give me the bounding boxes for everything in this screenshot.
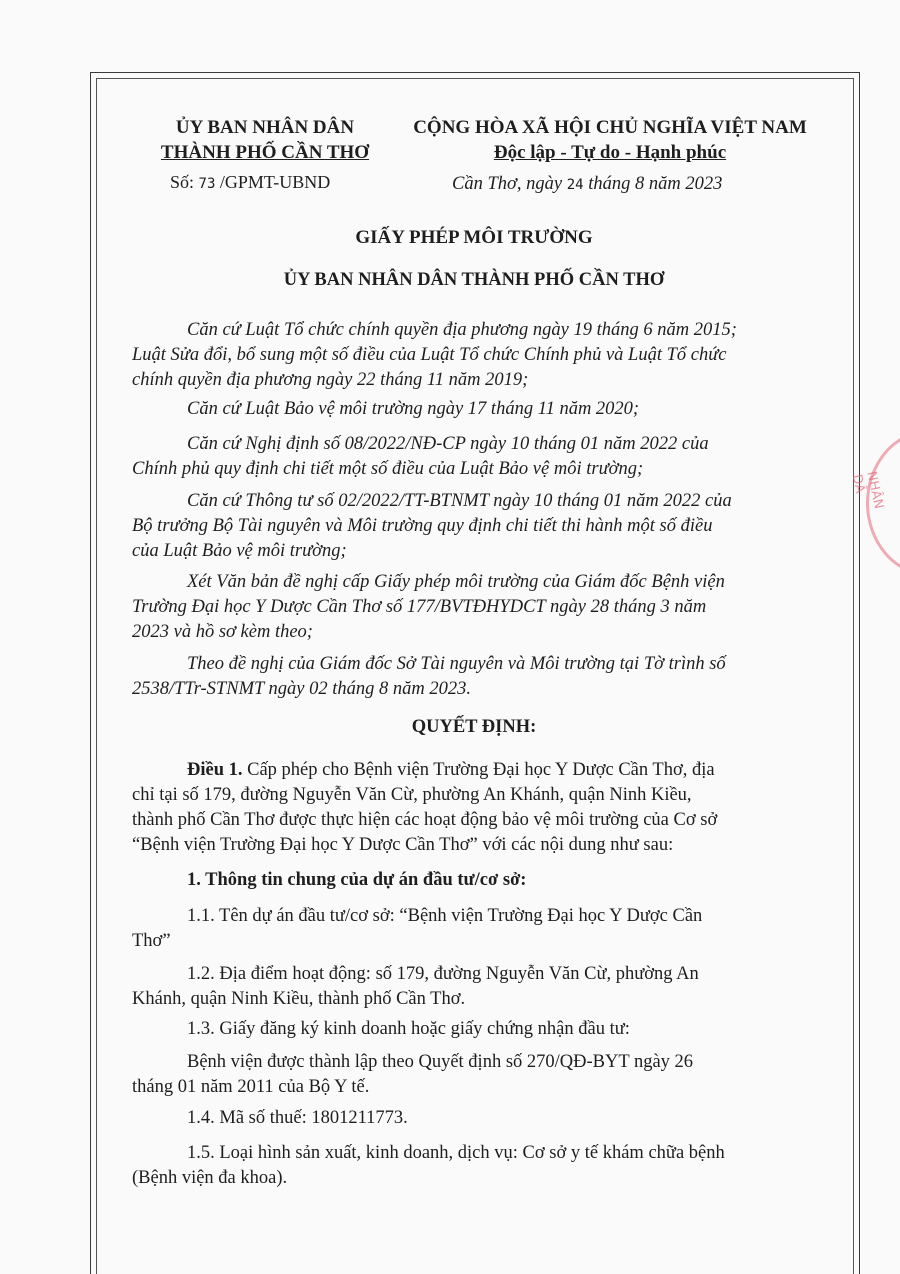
- article-1-line: “Bệnh viện Trường Đại học Y Dược Cần Thơ” với các nội dung như sau:: [132, 835, 674, 855]
- item-line: Bệnh viện được thành lập theo Quyết định số 270/QĐ-BYT ngày 26: [187, 1052, 694, 1072]
- org-name-line1: ỦY BAN NHÂN DÂN: [175, 117, 355, 138]
- country-name: CỘNG HÒA XÃ HỘI CHỦ NGHĨA VIỆT NAM: [413, 117, 807, 138]
- date-day: 24: [566, 177, 584, 193]
- basis-1-line: chính quyền địa phương ngày 22 tháng 11 năm 2019;: [132, 370, 529, 390]
- doc-no-prefix: Số:: [170, 172, 195, 192]
- item-line: (Bệnh viện đa khoa).: [132, 1168, 288, 1188]
- basis-6-line: Theo đề nghị của Giám đốc Sở Tài nguyên và Môi trường tại Tờ trình số: [187, 654, 726, 674]
- issuing-authority: ỦY BAN NHÂN DÂN THÀNH PHỐ CẦN THƠ: [283, 270, 665, 290]
- item-line: tháng 01 năm 2011 của Bộ Y tế.: [132, 1077, 370, 1097]
- item-line: 1.2. Địa điểm hoạt động: số 179, đường Nguyễn Văn Cừ, phường An: [187, 964, 699, 984]
- item-1-5: [132, 1141, 820, 1191]
- item-line: Thơ”: [132, 931, 171, 951]
- article-1-first-line: [132, 758, 820, 783]
- article-1-text: Cấp phép cho Bệnh viện Trường Đại học Y Dược Cần Thơ, địa: [242, 760, 715, 780]
- item-1-4: [132, 1106, 820, 1131]
- article-1-label: Điều 1.: [187, 760, 243, 780]
- item-1-3: [132, 1017, 820, 1042]
- basis-2: [132, 397, 820, 422]
- basis-5-line: 2023 và hồ sơ kèm theo;: [132, 622, 313, 642]
- section-1-heading: [132, 868, 820, 893]
- org-name-line2: THÀNH PHỐ CẦN THƠ: [160, 142, 370, 163]
- doc-no-value: 73: [198, 176, 216, 192]
- date-prefix: Cần Thơ, ngày: [452, 174, 563, 194]
- basis-3-line: Căn cứ Nghị định số 08/2022/NĐ-CP ngày 10 tháng 01 năm 2022 của: [187, 434, 709, 454]
- article-1-line: thành phố Cần Thơ được thực hiện các hoạt động bảo vệ môi trường của Cơ sở: [132, 810, 718, 830]
- basis-1: [132, 318, 820, 393]
- basis-1-line: Luật Sửa đổi, bổ sung một số điều của Luật Tổ chức Chính phủ và Luật Tổ chức: [132, 345, 727, 365]
- item-line: 1.4. Mã số thuế: 1801211773.: [187, 1108, 408, 1128]
- basis-3-line: Chính phủ quy định chi tiết một số điều của Luật Bảo vệ môi trường;: [132, 459, 644, 479]
- national-motto: [395, 142, 825, 164]
- item-line: Khánh, quận Ninh Kiều, thành phố Cần Thơ.: [132, 989, 466, 1009]
- date-suffix: tháng 8 năm 2023: [588, 174, 723, 194]
- document-number: [170, 172, 330, 193]
- basis-4: [132, 489, 820, 564]
- basis-3: [132, 432, 820, 482]
- basis-2-line: Căn cứ Luật Bảo vệ môi trường ngày 17 tháng 11 năm 2020;: [187, 399, 640, 419]
- item-1-2: [132, 962, 820, 1012]
- basis-4-line: Căn cứ Thông tư số 02/2022/TT-BTNMT ngày 10 tháng 01 năm 2022 của: [187, 491, 732, 511]
- national-motto-text: Độc lập - Tự do - Hạnh phúc: [493, 142, 727, 163]
- basis-6-line: 2538/TTr-STNMT ngày 02 tháng 8 năm 2023.: [132, 679, 472, 699]
- item-line: 1.3. Giấy đăng ký kinh doanh hoặc giấy chứng nhận đầu tư:: [187, 1019, 630, 1039]
- basis-6: [132, 652, 820, 702]
- decision-heading: QUYẾT ĐỊNH:: [411, 717, 537, 737]
- basis-5-line: Xét Văn bản đề nghị cấp Giấy phép môi trường của Giám đốc Bệnh viện: [187, 572, 725, 592]
- basis-1-line: Căn cứ Luật Tổ chức chính quyền địa phương ngày 19 tháng 6 năm 2015;: [187, 320, 737, 340]
- item-line: 1.1. Tên dự án đầu tư/cơ sở: “Bệnh viện Trường Đại học Y Dược Cần: [187, 906, 703, 926]
- document-title: GIẤY PHÉP MÔI TRƯỜNG: [355, 227, 593, 248]
- section-1-heading-text: 1. Thông tin chung của dự án đầu tư/cơ sở:: [187, 870, 527, 890]
- item-1-3-detail: [132, 1050, 820, 1100]
- doc-no-suffix: /GPMT-UBND: [219, 172, 331, 192]
- item-line: 1.5. Loại hình sản xuất, kinh doanh, dịch vụ: Cơ sở y tế khám chữa bệnh: [187, 1143, 725, 1163]
- basis-4-line: Bộ trưởng Bộ Tài nguyên và Môi trường quy định chi tiết thi hành một số điều: [132, 516, 713, 536]
- basis-5: [132, 570, 820, 645]
- article-1: [132, 758, 820, 858]
- seal-text: NHÂN DÂ: [848, 470, 886, 511]
- basis-4-line: của Luật Bảo vệ môi trường;: [132, 541, 347, 561]
- issue-date: [452, 174, 722, 195]
- article-1-line: chỉ tại số 179, đường Nguyễn Văn Cừ, phường An Khánh, quận Ninh Kiều,: [132, 785, 692, 805]
- basis-5-line: Trường Đại học Y Dược Cần Thơ số 177/BVTĐHYDCT ngày 28 tháng 3 năm: [132, 597, 707, 617]
- item-1-1: [132, 904, 820, 954]
